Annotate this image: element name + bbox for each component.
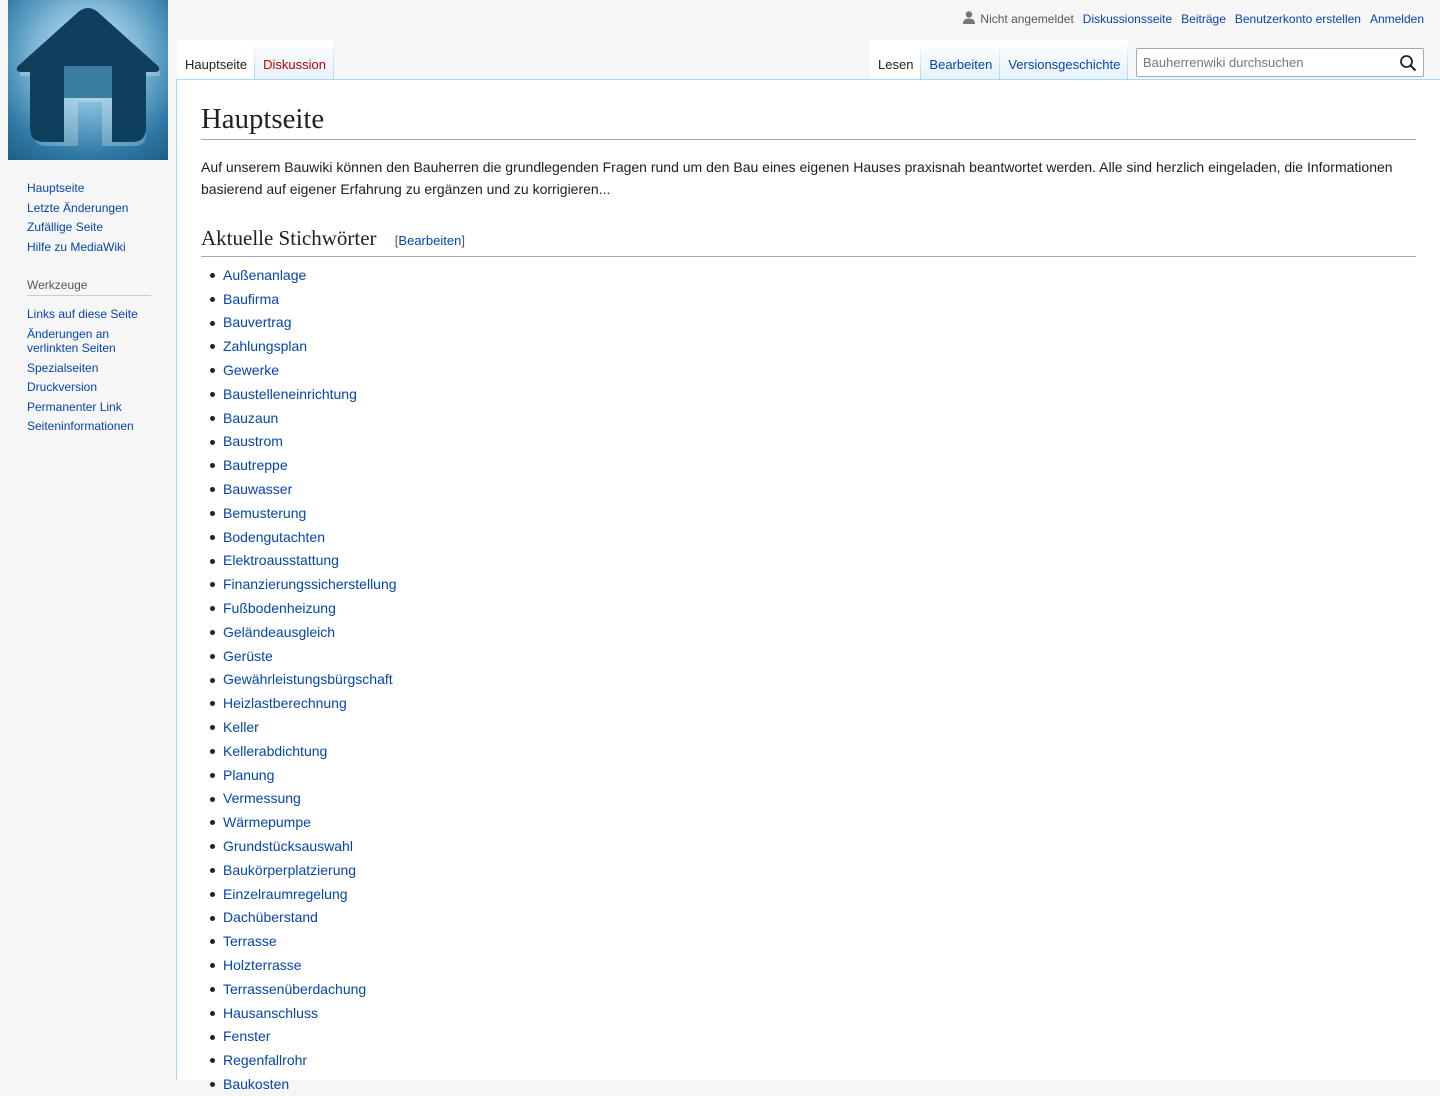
sidebar-item-random-page[interactable]: Zufällige Seite <box>27 220 104 235</box>
sidebar-item-page-info[interactable]: Seiteninformationen <box>27 419 134 434</box>
keyword-link[interactable]: Keller <box>223 718 259 735</box>
view-tabs <box>870 40 1128 80</box>
keyword-link[interactable]: Geländeausgleich <box>223 623 336 640</box>
list-item <box>223 263 1416 287</box>
keyword-link[interactable]: Hausanschluss <box>223 1004 318 1021</box>
list-item <box>223 287 1416 311</box>
list-item <box>223 549 1416 573</box>
keyword-link[interactable]: Zahlungsplan <box>223 338 308 355</box>
intro-paragraph: Auf unserem Bauwiki können den Bauherren die grundlegenden Fragen rund um den Bau eines eigenen Hauses praxisnah beantwortet werden. Alle sind herzlich eingeladen, die Informationen basierend auf eigener Erfahrung zu ergänzen und zu korrigieren... <box>201 159 1393 197</box>
list-item <box>223 882 1416 906</box>
list-item <box>223 620 1416 644</box>
keyword-link[interactable]: Bauvertrag <box>223 314 292 331</box>
list-item <box>223 311 1416 335</box>
list-item <box>223 739 1416 763</box>
keyword-link[interactable]: Einzelraumregelung <box>223 885 348 902</box>
tab-main-page[interactable]: Hauptseite <box>177 40 255 80</box>
keyword-link[interactable]: Finanzierungssicherstellung <box>223 576 397 593</box>
list-item <box>223 787 1416 811</box>
search-box <box>1136 48 1424 77</box>
keyword-link[interactable]: Baustrom <box>223 433 283 450</box>
list-item <box>223 953 1416 977</box>
keyword-link[interactable]: Fußbodenheizung <box>223 599 336 616</box>
keyword-link[interactable]: Bauzaun <box>223 409 279 426</box>
list-item <box>223 691 1416 715</box>
namespace-tabs <box>177 40 334 80</box>
list-item <box>223 929 1416 953</box>
keyword-link[interactable]: Baukosten <box>223 1075 290 1092</box>
talk-link[interactable]: Diskussionsseite <box>1082 12 1173 26</box>
tab-history[interactable]: Versionsgeschichte <box>1000 40 1128 80</box>
keyword-link[interactable]: Vermessung <box>223 790 301 807</box>
keyword-link[interactable]: Wärmepumpe <box>223 814 311 831</box>
keyword-link[interactable]: Terrassenüberdachung <box>223 980 367 997</box>
tools-menu <box>0 304 176 436</box>
keyword-link[interactable]: Bauwasser <box>223 480 293 497</box>
keyword-link[interactable]: Grundstücksauswahl <box>223 837 353 854</box>
sidebar-item-related-changes[interactable]: Änderungen an verlinkten Seiten <box>27 326 116 355</box>
keyword-link[interactable]: Holzterrasse <box>223 956 302 973</box>
keyword-link[interactable]: Gewährleistungsbürgschaft <box>223 671 393 688</box>
page-title: Hauptseite <box>201 100 1416 140</box>
login-link[interactable]: Anmelden <box>1369 12 1424 26</box>
tools-heading: Werkzeuge <box>27 278 151 296</box>
tab-edit[interactable]: Bearbeiten <box>921 40 1000 80</box>
list-item <box>223 1001 1416 1025</box>
sidebar-item-printable-version[interactable]: Druckversion <box>27 380 98 395</box>
list-item <box>223 1048 1416 1072</box>
sidebar-item-special-pages[interactable]: Spezialseiten <box>27 360 99 375</box>
list-item <box>223 501 1416 525</box>
list-item <box>223 596 1416 620</box>
main-content <box>176 79 1440 1092</box>
keyword-link[interactable]: Bemusterung <box>223 504 307 521</box>
keyword-link[interactable]: Bodengutachten <box>223 528 325 545</box>
keyword-link[interactable]: Kellerabdichtung <box>223 742 328 759</box>
site-logo[interactable] <box>8 0 168 160</box>
list-item <box>223 834 1416 858</box>
sidebar-item-what-links-here[interactable]: Links auf diese Seite <box>27 307 138 322</box>
list-item <box>223 977 1416 1001</box>
list-item <box>223 525 1416 549</box>
list-item <box>223 763 1416 787</box>
keyword-link[interactable]: Baufirma <box>223 290 280 307</box>
list-item <box>223 406 1416 430</box>
list-item <box>223 668 1416 692</box>
list-item <box>223 477 1416 501</box>
personal-tools <box>963 11 1424 27</box>
keyword-link[interactable]: Außenanlage <box>223 266 307 283</box>
tab-discussion[interactable]: Diskussion <box>255 40 334 80</box>
section-heading <box>201 224 1416 257</box>
search-icon[interactable] <box>1399 54 1417 72</box>
keyword-link[interactable]: Regenfallrohr <box>223 1052 308 1069</box>
list-item <box>223 715 1416 739</box>
section-edit: [Bearbeiten] <box>394 233 465 248</box>
list-item <box>223 858 1416 882</box>
list-item <box>223 430 1416 454</box>
list-item <box>223 810 1416 834</box>
keyword-link[interactable]: Fenster <box>223 1028 271 1045</box>
sidebar-item-permanent-link[interactable]: Permanenter Link <box>27 399 122 414</box>
keyword-link[interactable]: Baustelleneinrichtung <box>223 385 357 402</box>
keyword-link[interactable]: Bautreppe <box>223 457 288 474</box>
search-input[interactable] <box>1137 49 1387 75</box>
keyword-link[interactable]: Terrasse <box>223 933 277 950</box>
section-title: Aktuelle Stichwörter <box>201 226 377 250</box>
list-item <box>223 358 1416 382</box>
keyword-link[interactable]: Gewerke <box>223 361 280 378</box>
keyword-link[interactable]: Gerüste <box>223 647 273 664</box>
navigation-menu <box>0 178 176 256</box>
section-edit-link[interactable]: Bearbeiten <box>398 233 462 248</box>
list-item <box>223 1025 1416 1049</box>
list-item <box>223 382 1416 406</box>
sidebar-item-help[interactable]: Hilfe zu MediaWiki <box>27 239 126 254</box>
contributions-link[interactable]: Beiträge <box>1181 12 1226 26</box>
list-item <box>223 334 1416 358</box>
keyword-link[interactable]: Dachüberstand <box>223 909 318 926</box>
create-account-link[interactable]: Benutzerkonto erstellen <box>1234 12 1361 26</box>
keyword-link[interactable]: Baukörperplatzierung <box>223 861 357 878</box>
sidebar-item-main-page[interactable]: Hauptseite <box>27 181 85 195</box>
list-item <box>223 644 1416 668</box>
house-logo-icon <box>8 0 168 160</box>
login-status: Nicht angemeldet <box>980 12 1074 26</box>
list-item <box>223 906 1416 930</box>
user-icon <box>963 11 975 27</box>
sidebar <box>0 178 176 436</box>
keyword-link[interactable]: Heizlastberechnung <box>223 695 347 712</box>
tab-read[interactable]: Lesen <box>870 40 921 80</box>
keyword-link[interactable]: Planung <box>223 766 275 783</box>
list-item <box>223 453 1416 477</box>
list-item <box>223 1072 1416 1096</box>
sidebar-item-recent-changes[interactable]: Letzte Änderungen <box>27 200 129 215</box>
list-item <box>223 572 1416 596</box>
keyword-list <box>201 263 1416 1096</box>
keyword-link[interactable]: Elektroausstattung <box>223 552 339 569</box>
